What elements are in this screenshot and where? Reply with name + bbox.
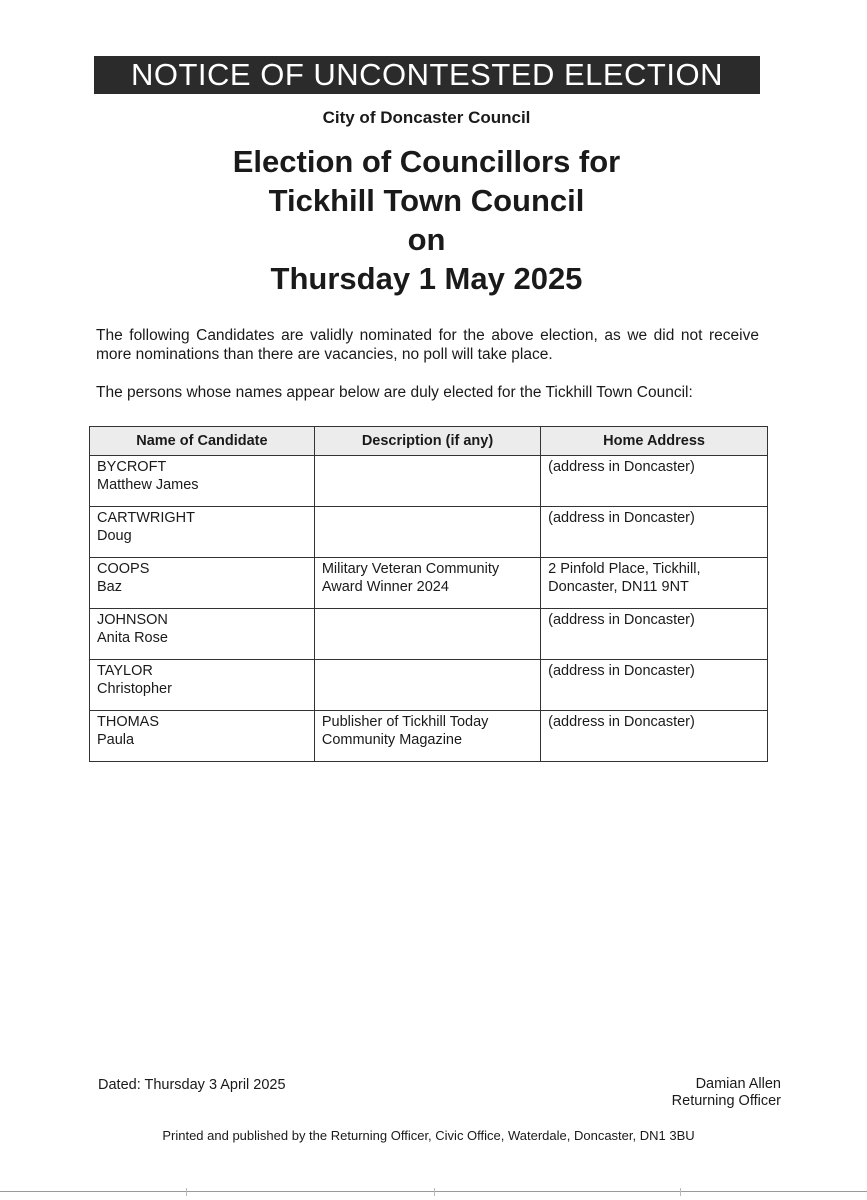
candidates-table (89, 426, 768, 762)
candidate-surname: CARTWRIGHT (97, 510, 196, 526)
returning-officer-block (672, 1076, 781, 1110)
table-row (90, 711, 768, 762)
candidate-forenames: Matthew James (97, 477, 199, 493)
description-line: Community Magazine (321, 732, 463, 748)
description-line: Military Veteran Community (321, 561, 500, 577)
candidate-name-cell (90, 507, 315, 558)
address-line: (address in Doncaster) (548, 612, 695, 628)
candidate-address-cell (541, 456, 768, 507)
candidate-surname: COOPS (97, 561, 150, 577)
candidate-name-cell (90, 456, 315, 507)
description-line: Publisher of Tickhill Today (321, 714, 489, 730)
table-row (90, 558, 768, 609)
header-name: Name of Candidate (90, 427, 315, 456)
candidate-address-cell (541, 558, 768, 609)
candidate-address-cell (541, 507, 768, 558)
heading-line-1: Election of Councillors for (232, 144, 621, 179)
scan-tick (434, 1188, 435, 1196)
scan-tick (186, 1188, 187, 1196)
officer-title: Returning Officer (671, 1093, 781, 1109)
candidate-forenames: Paula (97, 732, 135, 748)
candidate-forenames: Doug (97, 528, 132, 544)
candidate-description-cell (314, 660, 540, 711)
candidate-surname: BYCROFT (97, 459, 167, 475)
candidate-surname: THOMAS (97, 714, 160, 730)
dated-line: Dated: Thursday 3 April 2025 (98, 1077, 286, 1093)
candidate-name-cell (90, 609, 315, 660)
description-line: Award Winner 2024 (321, 579, 449, 595)
table-row (90, 456, 768, 507)
candidate-description-cell (314, 609, 540, 660)
address-line: (address in Doncaster) (548, 510, 695, 526)
candidate-description-cell (314, 456, 540, 507)
table-row (90, 609, 768, 660)
table-row (90, 660, 768, 711)
address-line: (address in Doncaster) (548, 663, 695, 679)
election-heading (0, 142, 853, 298)
candidate-description-cell (314, 711, 540, 762)
candidate-forenames: Anita Rose (97, 630, 168, 646)
candidate-surname: JOHNSON (97, 612, 168, 628)
elected-paragraph: The persons whose names appear below are duly elected for the Tickhill Town Council: (96, 384, 693, 401)
candidate-name-cell (90, 711, 315, 762)
candidate-name-cell (90, 558, 315, 609)
scan-tick (680, 1188, 681, 1196)
notice-banner: NOTICE OF UNCONTESTED ELECTION (94, 56, 760, 94)
candidate-address-cell (541, 660, 768, 711)
candidate-forenames: Baz (97, 579, 122, 595)
candidate-description-cell (314, 558, 540, 609)
candidate-address-cell (541, 609, 768, 660)
candidate-forenames: Christopher (97, 681, 172, 697)
imprint-line: Printed and published by the Returning Officer, Civic Office, Waterdale, Doncaster, DN1 3BU (162, 1128, 695, 1143)
table-row (90, 507, 768, 558)
officer-name: Damian Allen (695, 1076, 781, 1092)
heading-line-2: Tickhill Town Council (268, 183, 585, 218)
table-header-row (90, 427, 768, 456)
candidate-address-cell (541, 711, 768, 762)
address-line: 2 Pinfold Place, Tickhill, (548, 561, 701, 577)
address-line: (address in Doncaster) (548, 714, 695, 730)
candidate-description-cell (314, 507, 540, 558)
council-name: City of Doncaster Council (322, 108, 531, 127)
heading-line-3: on (407, 222, 446, 257)
address-line: Doncaster, DN11 9NT (548, 579, 689, 595)
nomination-paragraph: The following Candidates are validly nominated for the above election, as we did not receive more nominations than there are vacancies, no poll will take place. (96, 327, 759, 363)
header-address: Home Address (541, 427, 768, 456)
heading-line-4: Thursday 1 May 2025 (270, 261, 583, 296)
candidate-surname: TAYLOR (97, 663, 153, 679)
address-line: (address in Doncaster) (548, 459, 695, 475)
header-description: Description (if any) (314, 427, 540, 456)
candidate-name-cell (90, 660, 315, 711)
